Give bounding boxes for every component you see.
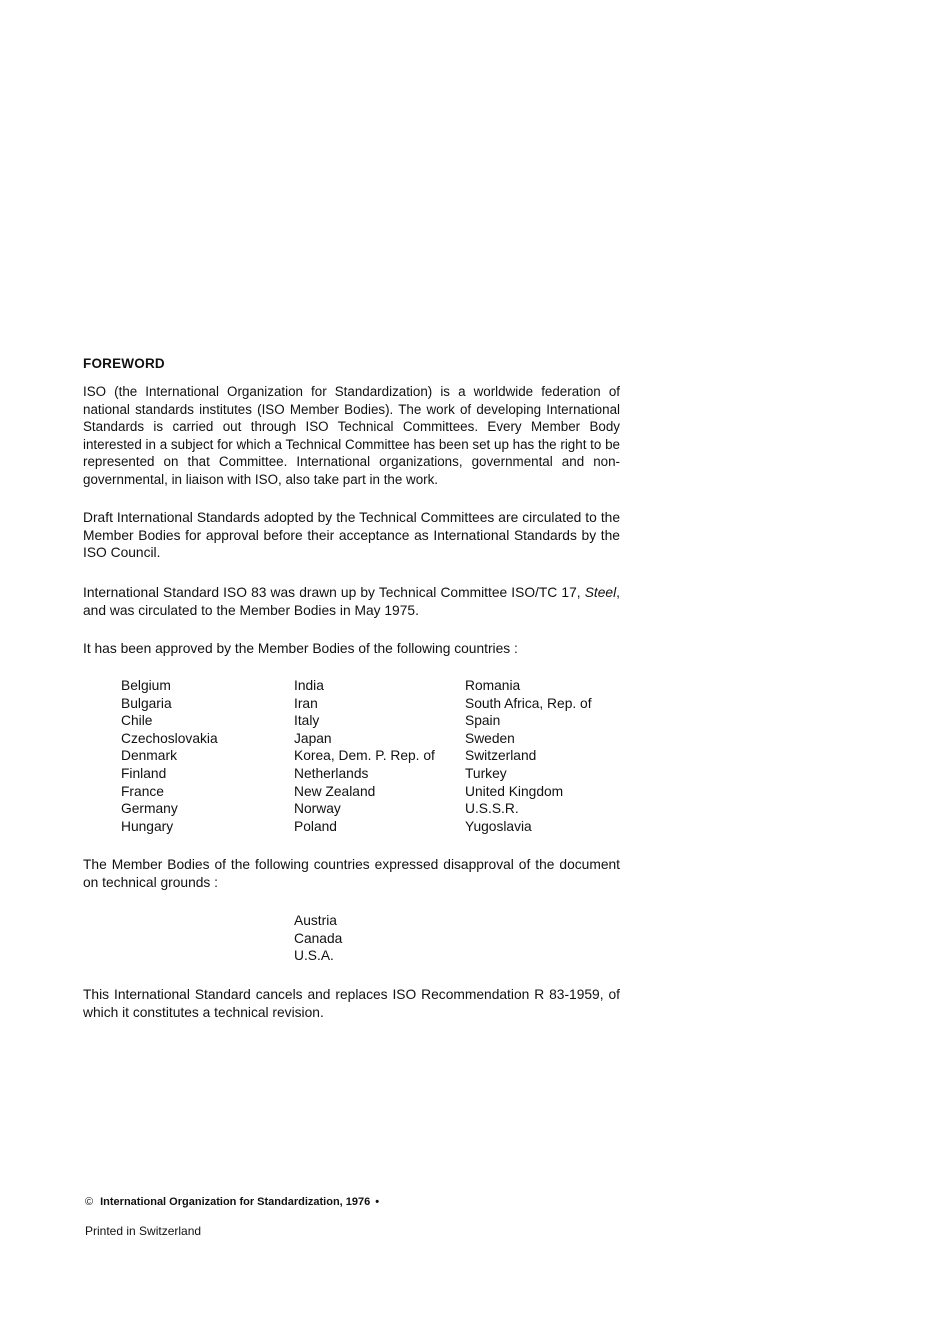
- country-item: Poland: [294, 818, 337, 834]
- country-item: France: [121, 783, 164, 799]
- country-item: Sweden: [465, 730, 515, 746]
- standard-text-b: , and was circulated to the Member Bodies in May 1975.: [83, 585, 620, 618]
- standard-text-steel: Steel: [584, 585, 617, 600]
- country-item: Belgium: [121, 678, 171, 693]
- country-item: Korea, Dem. P. Rep. of: [294, 748, 435, 764]
- country-item: Japan: [294, 730, 332, 746]
- country-item: Yugoslavia: [465, 818, 532, 834]
- approved-countries-column-2: [294, 677, 435, 835]
- country-item: Germany: [121, 801, 178, 817]
- country-item: Italy: [294, 713, 320, 729]
- country-item: Finland: [121, 765, 167, 781]
- foreword-paragraph-standard: [83, 584, 620, 619]
- foreword-paragraph-replaces: This International Standard cancels and replaces ISO Recommendation R 83-1959, of which it constitutes a technical revision.: [83, 987, 620, 1020]
- printed-in-line: Printed in Switzerland: [85, 1224, 202, 1238]
- foreword-title: FOREWORD: [83, 356, 165, 371]
- country-item: Canada: [294, 930, 343, 946]
- bullet-mark: •: [375, 1196, 380, 1208]
- country-item: South Africa, Rep. of: [465, 695, 592, 711]
- country-item: U.S.A.: [294, 948, 334, 964]
- country-item: Czechoslovakia: [121, 730, 218, 746]
- country-item: Bulgaria: [121, 695, 172, 711]
- country-item: Switzerland: [465, 748, 537, 764]
- copyright-line: [85, 1196, 379, 1208]
- country-item: United Kingdom: [465, 783, 564, 799]
- copyright-symbol: ©: [85, 1196, 94, 1208]
- approved-countries-column-3: [465, 677, 592, 835]
- country-item: Hungary: [121, 818, 174, 834]
- standard-text-a: International Standard ISO 83 was drawn up by Technical Committee ISO/TC 17,: [83, 585, 585, 600]
- country-item: Denmark: [121, 748, 177, 764]
- foreword-paragraph-disapproval: The Member Bodies of the following countries expressed disapproval of the document on technical grounds :: [83, 857, 620, 890]
- country-item: New Zealand: [294, 783, 376, 799]
- country-item: Norway: [294, 801, 341, 817]
- country-item: Netherlands: [294, 765, 369, 781]
- foreword-paragraph-approved: It has been approved by the Member Bodies of the following countries :: [83, 641, 518, 656]
- country-item: Chile: [121, 713, 153, 729]
- country-item: Spain: [465, 713, 501, 729]
- country-item: U.S.S.R.: [465, 801, 519, 817]
- approved-countries-column-1: [121, 677, 218, 835]
- foreword-paragraph-iso: ISO (the International Organization for Standardization) is a worldwide federation of national standards institutes (ISO Member Bodies). The work of developing International Standards is carried out through ISO Technical Committees. Every Member Body interested in a subject for which a Technical Committee has been set up has the right to be represented on that Committee. International organizations, governmental and non-governmental, in liaison with ISO, also take part in the work.: [83, 384, 620, 487]
- foreword-paragraph-drafts: Draft International Standards adopted by the Technical Committees are circulated to the Member Bodies for approval before their acceptance as International Standards by the ISO Council.: [83, 510, 620, 561]
- country-item: Turkey: [465, 765, 507, 781]
- country-item: Austria: [294, 913, 337, 928]
- country-item: Iran: [294, 695, 318, 711]
- disapproved-countries-list: [294, 912, 342, 965]
- country-item: Romania: [465, 678, 521, 693]
- copyright-text: International Organization for Standardization, 1976: [100, 1196, 371, 1208]
- country-item: India: [294, 678, 324, 693]
